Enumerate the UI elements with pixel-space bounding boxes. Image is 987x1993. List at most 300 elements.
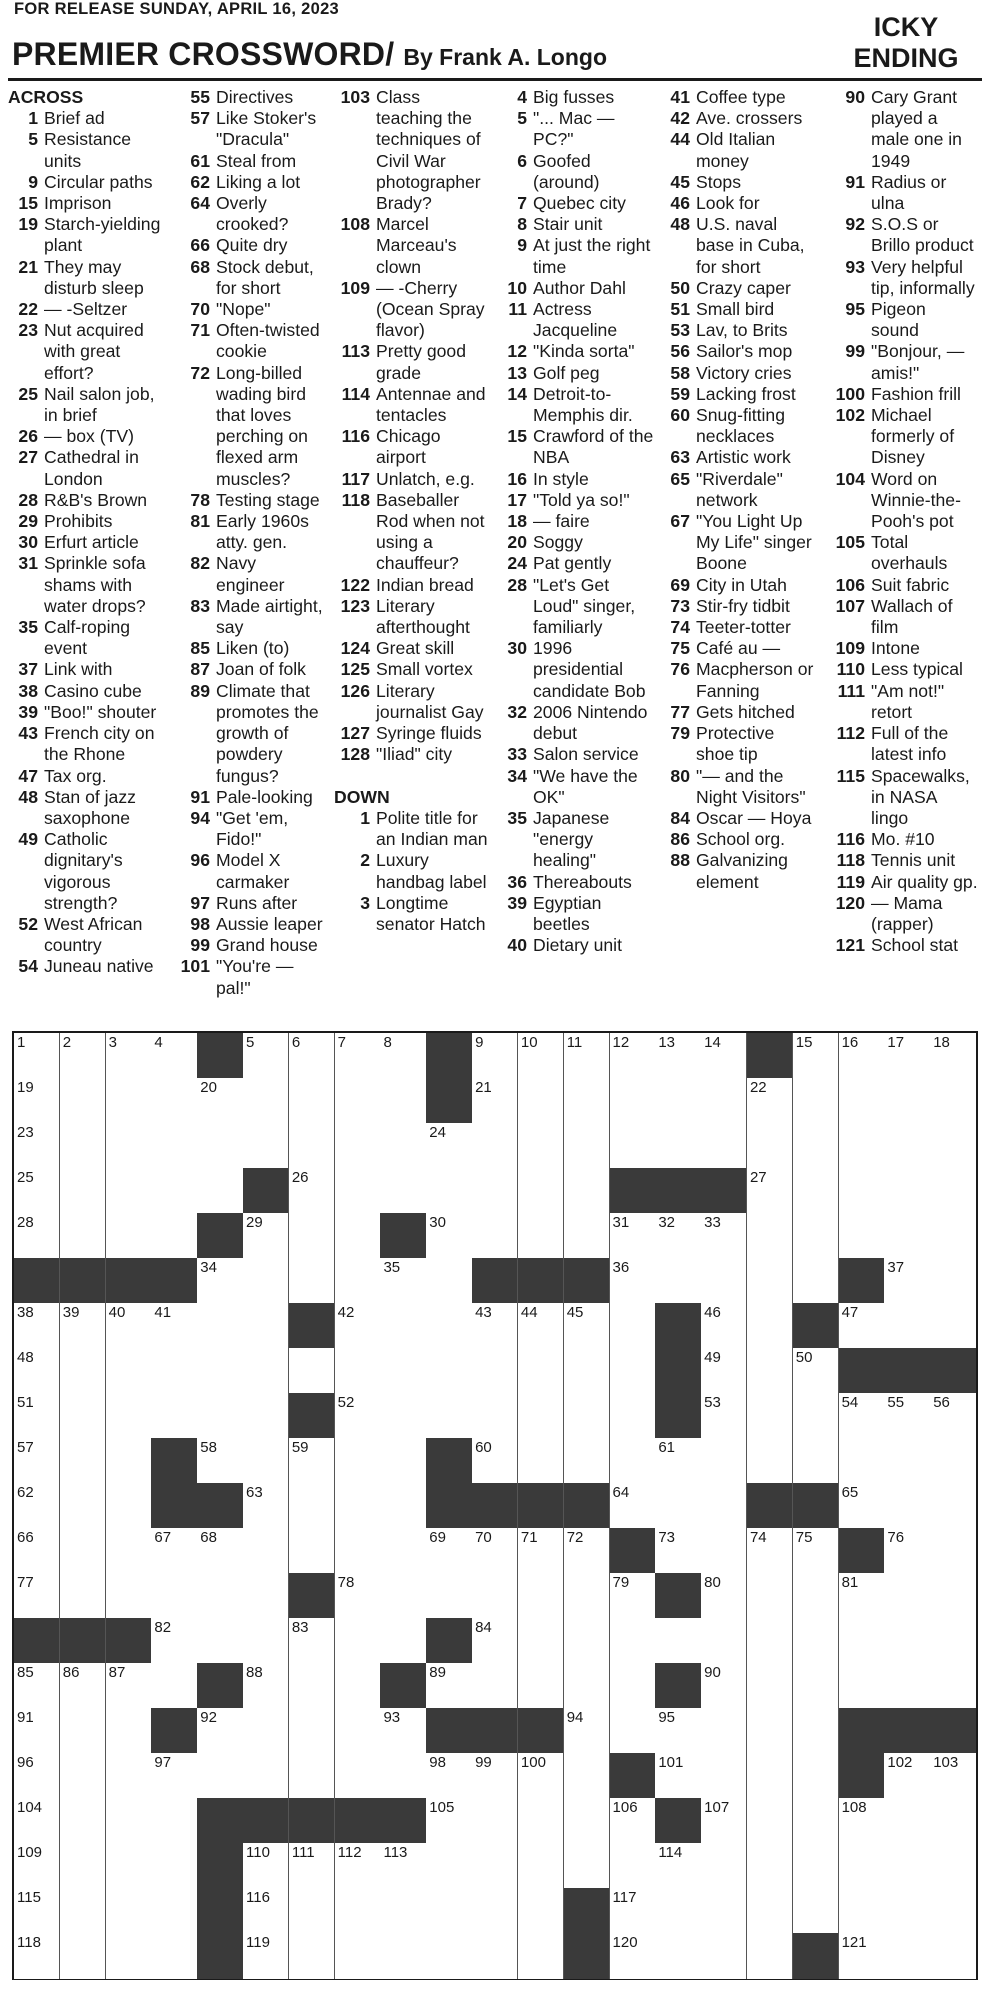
grid-cell[interactable]: [151, 1078, 197, 1124]
grid-cell[interactable]: [243, 1438, 289, 1484]
grid-cell[interactable]: [14, 1213, 60, 1259]
grid-cell[interactable]: [151, 1303, 197, 1349]
grid-cell[interactable]: [14, 1753, 60, 1799]
grid-cell[interactable]: [701, 1078, 747, 1124]
grid-cell[interactable]: [243, 1843, 289, 1889]
grid-cell[interactable]: [793, 1618, 839, 1664]
grid-cell[interactable]: [610, 1033, 656, 1079]
grid-cell[interactable]: [701, 1303, 747, 1349]
grid-cell[interactable]: [151, 1393, 197, 1439]
grid-cell[interactable]: [60, 1483, 106, 1529]
grid-cell[interactable]: [335, 1348, 381, 1394]
grid-cell[interactable]: [655, 1213, 701, 1259]
grid-cell[interactable]: [701, 1573, 747, 1619]
grid-cell[interactable]: [793, 1438, 839, 1484]
grid-cell[interactable]: [701, 1483, 747, 1529]
grid-cell[interactable]: [472, 1843, 518, 1889]
grid-cell[interactable]: [518, 1798, 564, 1844]
grid-cell[interactable]: [518, 1573, 564, 1619]
grid-cell[interactable]: [701, 1123, 747, 1169]
grid-cell[interactable]: [106, 1528, 152, 1574]
grid-cell[interactable]: [60, 1438, 106, 1484]
grid-cell[interactable]: [472, 1348, 518, 1394]
grid-cell[interactable]: [14, 1528, 60, 1574]
grid-cell[interactable]: [472, 1438, 518, 1484]
grid-cell[interactable]: [701, 1348, 747, 1394]
grid-cell[interactable]: [14, 1708, 60, 1754]
grid-cell[interactable]: [930, 1258, 976, 1304]
grid-cell[interactable]: [106, 1393, 152, 1439]
grid-cell[interactable]: [60, 1123, 106, 1169]
grid-cell[interactable]: [610, 1483, 656, 1529]
grid-cell[interactable]: [747, 1438, 793, 1484]
grid-cell[interactable]: [106, 1213, 152, 1259]
grid-cell[interactable]: [884, 1393, 930, 1439]
grid-cell[interactable]: [426, 1213, 472, 1259]
grid-cell[interactable]: [380, 1438, 426, 1484]
grid-cell[interactable]: [472, 1798, 518, 1844]
grid-cell[interactable]: [518, 1393, 564, 1439]
grid-cell[interactable]: [197, 1708, 243, 1754]
grid-cell[interactable]: [472, 1933, 518, 1979]
grid-cell[interactable]: [884, 1663, 930, 1709]
grid-cell[interactable]: [610, 1438, 656, 1484]
grid-cell[interactable]: [930, 1888, 976, 1934]
grid-cell[interactable]: [380, 1303, 426, 1349]
grid-cell[interactable]: [426, 1753, 472, 1799]
grid-cell[interactable]: [335, 1168, 381, 1214]
grid-cell[interactable]: [197, 1078, 243, 1124]
grid-cell[interactable]: [106, 1663, 152, 1709]
grid-cell[interactable]: [472, 1213, 518, 1259]
grid-cell[interactable]: [884, 1123, 930, 1169]
grid-cell[interactable]: [60, 1213, 106, 1259]
grid-cell[interactable]: [793, 1123, 839, 1169]
grid-cell[interactable]: [472, 1528, 518, 1574]
grid-cell[interactable]: [243, 1258, 289, 1304]
grid-cell[interactable]: [14, 1888, 60, 1934]
grid-cell[interactable]: [564, 1393, 610, 1439]
grid-cell[interactable]: [610, 1618, 656, 1664]
grid-cell[interactable]: [14, 1933, 60, 1979]
grid-cell[interactable]: [289, 1033, 335, 1079]
grid-cell[interactable]: [472, 1033, 518, 1079]
grid-cell[interactable]: [289, 1348, 335, 1394]
grid-cell[interactable]: [930, 1438, 976, 1484]
grid-cell[interactable]: [701, 1258, 747, 1304]
grid-cell[interactable]: [930, 1753, 976, 1799]
grid-cell[interactable]: [655, 1843, 701, 1889]
grid-cell[interactable]: [747, 1168, 793, 1214]
grid-cell[interactable]: [243, 1213, 289, 1259]
grid-cell[interactable]: [472, 1888, 518, 1934]
grid-cell[interactable]: [243, 1663, 289, 1709]
grid-cell[interactable]: [14, 1663, 60, 1709]
grid-cell[interactable]: [14, 1348, 60, 1394]
grid-cell[interactable]: [60, 1798, 106, 1844]
grid-cell[interactable]: [289, 1843, 335, 1889]
grid-cell[interactable]: [106, 1933, 152, 1979]
grid-cell[interactable]: [610, 1843, 656, 1889]
grid-cell[interactable]: [151, 1663, 197, 1709]
grid-cell[interactable]: [747, 1933, 793, 1979]
grid-cell[interactable]: [701, 1618, 747, 1664]
grid-cell[interactable]: [747, 1798, 793, 1844]
grid-cell[interactable]: [518, 1528, 564, 1574]
grid-cell[interactable]: [335, 1573, 381, 1619]
grid-cell[interactable]: [151, 1843, 197, 1889]
grid-cell[interactable]: [243, 1483, 289, 1529]
grid-cell[interactable]: [197, 1438, 243, 1484]
grid-cell[interactable]: [655, 1078, 701, 1124]
grid-cell[interactable]: [930, 1483, 976, 1529]
grid-cell[interactable]: [701, 1033, 747, 1079]
grid-cell[interactable]: [335, 1708, 381, 1754]
grid-cell[interactable]: [839, 1663, 885, 1709]
grid-cell[interactable]: [701, 1843, 747, 1889]
grid-cell[interactable]: [197, 1303, 243, 1349]
grid-cell[interactable]: [197, 1393, 243, 1439]
grid-cell[interactable]: [243, 1708, 289, 1754]
grid-cell[interactable]: [610, 1348, 656, 1394]
grid-cell[interactable]: [106, 1843, 152, 1889]
grid-cell[interactable]: [884, 1933, 930, 1979]
grid-cell[interactable]: [106, 1753, 152, 1799]
grid-cell[interactable]: [655, 1753, 701, 1799]
grid-cell[interactable]: [106, 1438, 152, 1484]
grid-cell[interactable]: [60, 1663, 106, 1709]
grid-cell[interactable]: [564, 1528, 610, 1574]
grid-cell[interactable]: [518, 1213, 564, 1259]
grid-cell[interactable]: [472, 1573, 518, 1619]
grid-cell[interactable]: [151, 1033, 197, 1079]
grid-cell[interactable]: [14, 1123, 60, 1169]
grid-cell[interactable]: [747, 1078, 793, 1124]
grid-cell[interactable]: [60, 1033, 106, 1079]
grid-cell[interactable]: [243, 1303, 289, 1349]
grid-cell[interactable]: [197, 1258, 243, 1304]
grid-cell[interactable]: [793, 1078, 839, 1124]
grid-cell[interactable]: [610, 1933, 656, 1979]
grid-cell[interactable]: [839, 1123, 885, 1169]
grid-cell[interactable]: [839, 1393, 885, 1439]
grid-cell[interactable]: [747, 1663, 793, 1709]
grid-cell[interactable]: [564, 1078, 610, 1124]
grid-cell[interactable]: [60, 1708, 106, 1754]
grid-cell[interactable]: [884, 1753, 930, 1799]
grid-cell[interactable]: [335, 1078, 381, 1124]
grid-cell[interactable]: [701, 1888, 747, 1934]
grid-cell[interactable]: [701, 1438, 747, 1484]
grid-cell[interactable]: [884, 1078, 930, 1124]
grid-cell[interactable]: [151, 1933, 197, 1979]
grid-cell[interactable]: [197, 1528, 243, 1574]
grid-cell[interactable]: [335, 1753, 381, 1799]
grid-cell[interactable]: [610, 1303, 656, 1349]
grid-cell[interactable]: [930, 1528, 976, 1574]
grid-cell[interactable]: [747, 1843, 793, 1889]
grid-cell[interactable]: [655, 1258, 701, 1304]
grid-cell[interactable]: [930, 1168, 976, 1214]
grid-cell[interactable]: [610, 1798, 656, 1844]
grid-cell[interactable]: [472, 1753, 518, 1799]
grid-cell[interactable]: [793, 1843, 839, 1889]
grid-cell[interactable]: [884, 1168, 930, 1214]
grid-cell[interactable]: [289, 1888, 335, 1934]
grid-cell[interactable]: [243, 1348, 289, 1394]
grid-cell[interactable]: [701, 1708, 747, 1754]
grid-cell[interactable]: [151, 1528, 197, 1574]
grid-cell[interactable]: [747, 1888, 793, 1934]
grid-cell[interactable]: [472, 1078, 518, 1124]
grid-cell[interactable]: [380, 1618, 426, 1664]
grid-cell[interactable]: [106, 1078, 152, 1124]
grid-cell[interactable]: [197, 1168, 243, 1214]
grid-cell[interactable]: [60, 1933, 106, 1979]
grid-cell[interactable]: [518, 1303, 564, 1349]
grid-cell[interactable]: [747, 1618, 793, 1664]
grid-cell[interactable]: [426, 1528, 472, 1574]
grid-cell[interactable]: [380, 1708, 426, 1754]
grid-cell[interactable]: [243, 1033, 289, 1079]
grid-cell[interactable]: [655, 1618, 701, 1664]
grid-cell[interactable]: [289, 1168, 335, 1214]
grid-cell[interactable]: [930, 1213, 976, 1259]
grid-cell[interactable]: [151, 1753, 197, 1799]
grid-cell[interactable]: [151, 1168, 197, 1214]
grid-cell[interactable]: [380, 1843, 426, 1889]
grid-cell[interactable]: [610, 1888, 656, 1934]
grid-cell[interactable]: [289, 1753, 335, 1799]
grid-cell[interactable]: [518, 1123, 564, 1169]
grid-cell[interactable]: [106, 1888, 152, 1934]
grid-cell[interactable]: [60, 1393, 106, 1439]
grid-cell[interactable]: [335, 1843, 381, 1889]
grid-cell[interactable]: [472, 1663, 518, 1709]
grid-cell[interactable]: [14, 1438, 60, 1484]
grid-cell[interactable]: [655, 1438, 701, 1484]
grid-cell[interactable]: [793, 1888, 839, 1934]
grid-cell[interactable]: [380, 1573, 426, 1619]
grid-cell[interactable]: [243, 1078, 289, 1124]
grid-cell[interactable]: [610, 1078, 656, 1124]
grid-cell[interactable]: [884, 1528, 930, 1574]
grid-cell[interactable]: [289, 1663, 335, 1709]
grid-cell[interactable]: [197, 1753, 243, 1799]
grid-cell[interactable]: [106, 1483, 152, 1529]
grid-cell[interactable]: [197, 1618, 243, 1664]
grid-cell[interactable]: [930, 1078, 976, 1124]
grid-cell[interactable]: [151, 1618, 197, 1664]
grid-cell[interactable]: [793, 1708, 839, 1754]
grid-cell[interactable]: [839, 1798, 885, 1844]
grid-cell[interactable]: [518, 1933, 564, 1979]
grid-cell[interactable]: [335, 1033, 381, 1079]
grid-cell[interactable]: [793, 1753, 839, 1799]
grid-cell[interactable]: [747, 1123, 793, 1169]
grid-cell[interactable]: [106, 1123, 152, 1169]
grid-cell[interactable]: [380, 1888, 426, 1934]
grid-cell[interactable]: [701, 1933, 747, 1979]
grid-cell[interactable]: [839, 1933, 885, 1979]
grid-cell[interactable]: [793, 1258, 839, 1304]
grid-cell[interactable]: [335, 1933, 381, 1979]
grid-cell[interactable]: [380, 1393, 426, 1439]
grid-cell[interactable]: [518, 1438, 564, 1484]
grid-cell[interactable]: [518, 1618, 564, 1664]
grid-cell[interactable]: [14, 1798, 60, 1844]
grid-cell[interactable]: [14, 1033, 60, 1079]
grid-cell[interactable]: [839, 1438, 885, 1484]
grid-cell[interactable]: [289, 1438, 335, 1484]
grid-cell[interactable]: [930, 1123, 976, 1169]
grid-cell[interactable]: [564, 1123, 610, 1169]
grid-cell[interactable]: [884, 1798, 930, 1844]
grid-cell[interactable]: [564, 1438, 610, 1484]
grid-cell[interactable]: [655, 1933, 701, 1979]
grid-cell[interactable]: [380, 1348, 426, 1394]
grid-cell[interactable]: [426, 1393, 472, 1439]
grid-cell[interactable]: [564, 1348, 610, 1394]
grid-cell[interactable]: [335, 1618, 381, 1664]
grid-cell[interactable]: [380, 1123, 426, 1169]
grid-cell[interactable]: [380, 1528, 426, 1574]
grid-cell[interactable]: [380, 1483, 426, 1529]
grid-cell[interactable]: [747, 1528, 793, 1574]
grid-cell[interactable]: [472, 1123, 518, 1169]
grid-cell[interactable]: [747, 1258, 793, 1304]
grid-cell[interactable]: [426, 1573, 472, 1619]
grid-cell[interactable]: [335, 1303, 381, 1349]
grid-cell[interactable]: [839, 1078, 885, 1124]
grid-cell[interactable]: [289, 1933, 335, 1979]
grid-cell[interactable]: [884, 1618, 930, 1664]
grid-cell[interactable]: [747, 1303, 793, 1349]
grid-cell[interactable]: [610, 1393, 656, 1439]
grid-cell[interactable]: [243, 1618, 289, 1664]
grid-cell[interactable]: [426, 1348, 472, 1394]
grid-cell[interactable]: [289, 1483, 335, 1529]
grid-cell[interactable]: [610, 1663, 656, 1709]
grid-cell[interactable]: [335, 1213, 381, 1259]
grid-cell[interactable]: [518, 1078, 564, 1124]
grid-cell[interactable]: [793, 1798, 839, 1844]
crossword-grid[interactable]: [12, 1031, 978, 1980]
grid-cell[interactable]: [426, 1663, 472, 1709]
grid-cell[interactable]: [930, 1618, 976, 1664]
grid-cell[interactable]: [472, 1168, 518, 1214]
grid-cell[interactable]: [243, 1888, 289, 1934]
grid-cell[interactable]: [197, 1573, 243, 1619]
grid-cell[interactable]: [243, 1933, 289, 1979]
grid-cell[interactable]: [793, 1573, 839, 1619]
grid-cell[interactable]: [839, 1843, 885, 1889]
grid-cell[interactable]: [60, 1168, 106, 1214]
grid-cell[interactable]: [884, 1573, 930, 1619]
grid-cell[interactable]: [610, 1123, 656, 1169]
grid-cell[interactable]: [701, 1663, 747, 1709]
grid-cell[interactable]: [930, 1663, 976, 1709]
grid-cell[interactable]: [14, 1573, 60, 1619]
grid-cell[interactable]: [243, 1393, 289, 1439]
grid-cell[interactable]: [106, 1708, 152, 1754]
grid-cell[interactable]: [655, 1708, 701, 1754]
grid-cell[interactable]: [701, 1393, 747, 1439]
grid-cell[interactable]: [793, 1213, 839, 1259]
grid-cell[interactable]: [151, 1123, 197, 1169]
grid-cell[interactable]: [60, 1843, 106, 1889]
grid-cell[interactable]: [701, 1213, 747, 1259]
grid-cell[interactable]: [151, 1888, 197, 1934]
grid-cell[interactable]: [884, 1258, 930, 1304]
grid-cell[interactable]: [60, 1888, 106, 1934]
grid-cell[interactable]: [884, 1438, 930, 1484]
grid-cell[interactable]: [14, 1483, 60, 1529]
grid-cell[interactable]: [793, 1393, 839, 1439]
grid-cell[interactable]: [655, 1528, 701, 1574]
grid-cell[interactable]: [564, 1303, 610, 1349]
grid-cell[interactable]: [701, 1528, 747, 1574]
grid-cell[interactable]: [14, 1393, 60, 1439]
grid-cell[interactable]: [426, 1933, 472, 1979]
grid-cell[interactable]: [426, 1843, 472, 1889]
grid-cell[interactable]: [106, 1798, 152, 1844]
grid-cell[interactable]: [426, 1258, 472, 1304]
grid-cell[interactable]: [197, 1123, 243, 1169]
grid-cell[interactable]: [930, 1798, 976, 1844]
grid-cell[interactable]: [564, 1843, 610, 1889]
grid-cell[interactable]: [564, 1573, 610, 1619]
grid-cell[interactable]: [335, 1888, 381, 1934]
grid-cell[interactable]: [14, 1078, 60, 1124]
grid-cell[interactable]: [930, 1573, 976, 1619]
grid-cell[interactable]: [472, 1303, 518, 1349]
grid-cell[interactable]: [14, 1843, 60, 1889]
grid-cell[interactable]: [884, 1033, 930, 1079]
grid-cell[interactable]: [243, 1573, 289, 1619]
grid-cell[interactable]: [839, 1888, 885, 1934]
grid-cell[interactable]: [747, 1708, 793, 1754]
grid-cell[interactable]: [106, 1168, 152, 1214]
grid-cell[interactable]: [380, 1033, 426, 1079]
grid-cell[interactable]: [518, 1168, 564, 1214]
grid-cell[interactable]: [518, 1033, 564, 1079]
grid-cell[interactable]: [289, 1618, 335, 1664]
grid-cell[interactable]: [472, 1618, 518, 1664]
grid-cell[interactable]: [793, 1348, 839, 1394]
grid-cell[interactable]: [151, 1573, 197, 1619]
grid-cell[interactable]: [655, 1033, 701, 1079]
grid-cell[interactable]: [151, 1798, 197, 1844]
grid-cell[interactable]: [289, 1078, 335, 1124]
grid-cell[interactable]: [930, 1303, 976, 1349]
grid-cell[interactable]: [380, 1933, 426, 1979]
grid-cell[interactable]: [564, 1618, 610, 1664]
grid-cell[interactable]: [380, 1258, 426, 1304]
grid-cell[interactable]: [335, 1123, 381, 1169]
grid-cell[interactable]: [151, 1348, 197, 1394]
grid-cell[interactable]: [426, 1123, 472, 1169]
grid-cell[interactable]: [380, 1753, 426, 1799]
grid-cell[interactable]: [518, 1753, 564, 1799]
grid-cell[interactable]: [518, 1888, 564, 1934]
grid-cell[interactable]: [106, 1303, 152, 1349]
grid-cell[interactable]: [610, 1213, 656, 1259]
grid-cell[interactable]: [106, 1348, 152, 1394]
grid-cell[interactable]: [426, 1303, 472, 1349]
grid-cell[interactable]: [518, 1348, 564, 1394]
grid-cell[interactable]: [564, 1663, 610, 1709]
